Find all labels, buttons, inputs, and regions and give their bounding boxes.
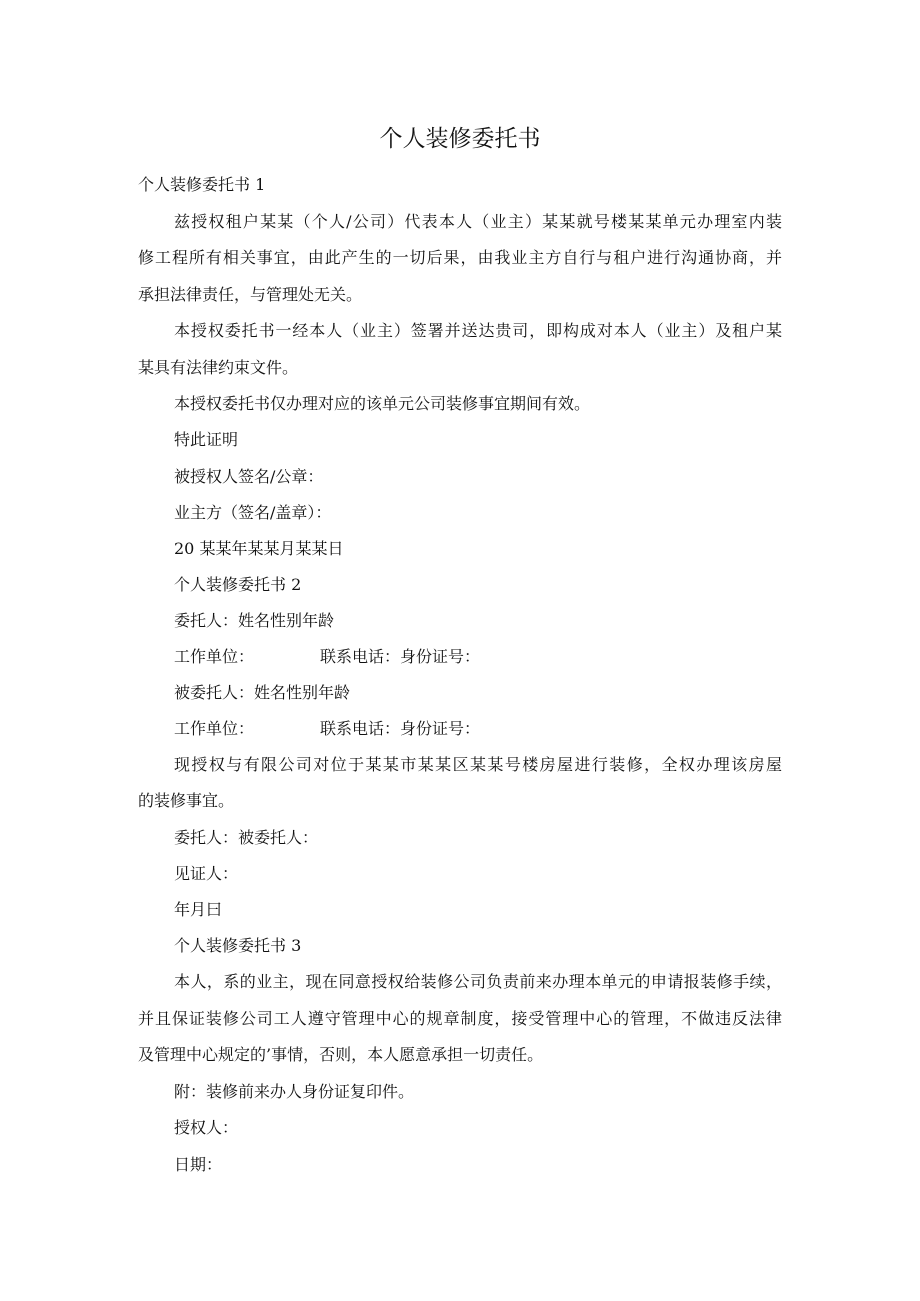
s3-paragraph-line-3: 及管理中心规定的’事情，否则，本人愿意承担一切责任。 <box>138 1045 544 1064</box>
s3-attachment-note: 附：装修前来办人身份证复印件。 <box>174 1082 415 1101</box>
s3-authorizer: 授权人： <box>174 1118 239 1137</box>
s2-agent-unit: 工作单位： <box>174 719 255 738</box>
s2-principal-details <box>174 646 824 668</box>
s2-principal-unit: 工作单位： <box>174 647 255 666</box>
s1-certification: 特此证明 <box>174 430 239 449</box>
s1-paragraph-3: 本授权委托书仅办理对应的该单元公司装修事宜期间有效。 <box>174 394 591 413</box>
s2-principal: 委托人：姓名性别年龄 <box>174 611 335 630</box>
s1-paragraph-1-line-3: 承担法律责任，与管理处无关。 <box>138 285 363 304</box>
s2-paragraph-line-1: 现授权与有限公司对位于某某市某某区某某号楼房屋进行装修，全权办理该房屋 <box>174 755 782 774</box>
s2-agent-details <box>174 718 824 740</box>
s3-paragraph-line-1: 本人，系的业主，现在同意授权给装修公司负责前来办理本单元的申请报装修手续， <box>174 972 782 991</box>
s1-agent-signature: 被授权人签名/公章： <box>174 467 324 486</box>
s3-paragraph-line-2: 并且保证装修公司工人遵守管理中心的规章制度，接受管理中心的管理，不做违反法律 <box>138 1009 782 1028</box>
section-1-heading: 个人装修委托书 1 <box>138 175 266 194</box>
s2-principal-contact: 联系电话：身份证号： <box>320 647 481 666</box>
s1-owner-signature: 业主方（签名/盖章）： <box>174 503 332 522</box>
s1-paragraph-1-line-1: 兹授权租户某某（个人/公司）代表本人（业主）某某就号楼某某单元办理室内装 <box>174 212 782 231</box>
section-2-heading: 个人装修委托书 2 <box>174 575 302 594</box>
s2-paragraph-line-2: 的装修事宜。 <box>138 791 235 810</box>
s1-date: 20 某某年某某月某某日 <box>174 539 344 558</box>
s1-paragraph-2-line-2: 某具有法律约束文件。 <box>138 358 299 377</box>
s2-agent: 被委托人：姓名性别年龄 <box>174 683 351 702</box>
s2-date: 年月曰 <box>174 900 223 919</box>
document-title: 个人装修委托书 <box>379 126 541 152</box>
s1-paragraph-2-line-1: 本授权委托书一经本人（业主）签署并送达贵司，即构成对本人（业主）及租户某 <box>174 321 782 340</box>
s3-date: 日期： <box>174 1155 223 1174</box>
s2-witness: 见证人： <box>174 864 239 883</box>
section-3-heading: 个人装修委托书 3 <box>174 936 302 955</box>
s2-signatures: 委托人：被委托人： <box>174 828 319 847</box>
s1-paragraph-1-line-2: 修工程所有相关事宜，由此产生的一切后果，由我业主方自行与租户进行沟通协商，并 <box>138 248 782 267</box>
s2-agent-contact: 联系电话：身份证号： <box>320 719 481 738</box>
